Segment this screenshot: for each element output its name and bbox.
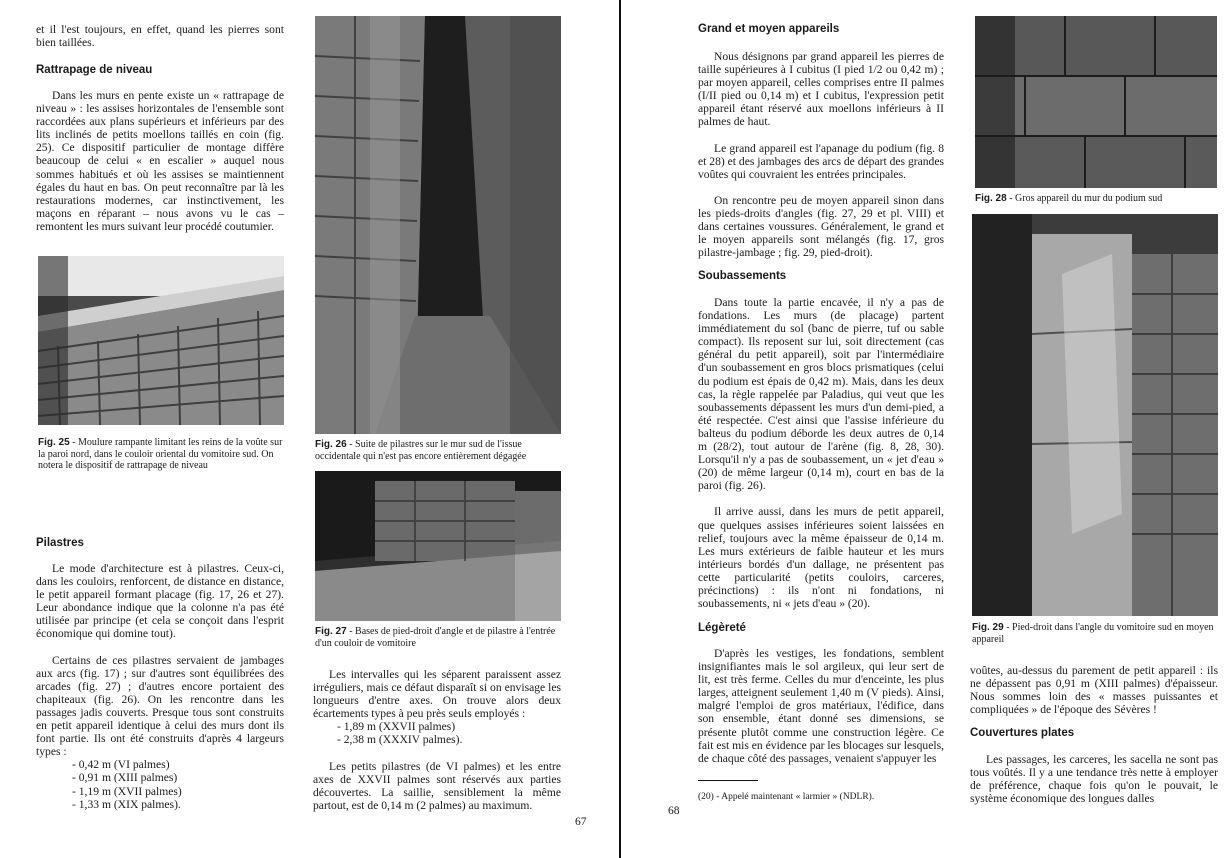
fig26-caption xyxy=(315,439,561,462)
rattrapage-heading: Rattrapage de niveau xyxy=(36,64,153,76)
couvertures-body xyxy=(970,753,1218,818)
couvertures-heading: Couvertures plates xyxy=(970,727,1075,739)
couvertures-paragraph: Les passages, les carceres, les sacella ne sont pas tous voûtés. Il y a une tendance très nette à employer de préférence, chaque fois qu'on le pouvait, le système économique des longues dalles xyxy=(970,753,1218,806)
footnote: (20) - Appelé maintenant « larmier » (NDLR). xyxy=(698,792,875,802)
legerete-paragraph: D'après les vestiges, les fondations, semblent insignifiantes mais le sol argileux, qui leur sert de lit, est très ferme. Celles du mur d'enceinte, les plus larges, atteignent seulement 1,40 m (V pieds). Ainsi, malgré l'emploi de gros matériaux, l'édifice, dans son ensemble, étant donné ses dimensions, se présente plutôt comme une construction légère. Ce fait est mis en évidence par les blocages sur lesquels, de chaque côté des passages, venaient s'appuyer les xyxy=(698,647,944,765)
spacings-item: - 2,38 m (XXXIV palmes). xyxy=(337,733,463,747)
widths-item: - 0,91 m (XIII palmes) xyxy=(72,771,178,785)
widths-list xyxy=(36,758,284,810)
voutes-body xyxy=(970,664,1218,729)
soubassements-paragraph-2: Il arrive aussi, dans les murs de petit appareil, que quelques assises inférieures soient laissées en relief, toujours avec la même épaisseur de 0,14 m. Les murs extérieurs de faible hauteur et les murs intérieurs bordés d'un dallage, ne présentent pas cette particularité (petits couloirs, carceres, précinctions) : ils n'ont ni fondations, ni soubassements, ni « jets d'eau » (20). xyxy=(698,505,944,611)
petits-pilastres-paragraph: Les petits pilastres (de VI palmes) et les entre axes de XXVII palmes sont réservés aux parties découvertes. La saillie, sensiblement la même partout, est de 0,14 m (2 palmes) au maximum. xyxy=(313,759,561,812)
voutes-paragraph: voûtes, au-dessus du parement de petit appareil : ils ne dépassent pas 0,91 m (XIII palmes) d'épaisseur. Nous sommes loin des « masses puissantes et compliquées » de l'époque des Sévères ! xyxy=(970,664,1218,717)
soubassements-body xyxy=(698,296,944,623)
fig28-photo xyxy=(975,16,1217,188)
gutter-divider xyxy=(619,0,621,858)
pilastres-paragraph-1: Le mode d'architecture est à pilastres. Ceux-ci, dans les couloirs, renforcent, de distance en distance, le petit appareil formant placage (fig. 17, 26 et 27). Leur abondance indique que la colonne n'a pas été utilisée par principe (et cela se conçoit dans l'esprit économique qui domine tout). xyxy=(36,562,284,641)
fig28-caption xyxy=(975,193,1219,205)
widths-item: - 0,42 m (VI palmes) xyxy=(72,758,170,772)
page-number-left: 67 xyxy=(575,816,587,828)
fig26-label: Fig. 26 xyxy=(315,439,347,450)
soubassements-paragraph-1: Dans toute la partie encavée, il n'y a pas de fondations. Les murs (de placage) partent immédiatement du sol (banc de pierre, tuf ou sable compact). Ils reposent sur lui, soit directement (cas général du petit appareil), soit par l'intermédiaire d'un soubassement en gros blocs prismatiques (celui du podium est épais de 0,42 m). Mais, dans les deux cas, la règle rappelée par Paladius, qui veut que les soubassements dépassent les murs d'un demi-pied, a été respectée. C'est ainsi que l'assise inférieure du balteus du podium déborde les deux autres de 0,14 m (28/2), tout autour de l'arène (fig. 8, 28, 30). Lorsqu'il n'y a pas de soubassement, un « jet d'eau » (20) de même largeur (0,14 m), court en bas de la paroi (fig. 26). xyxy=(698,296,944,493)
fig29-photo xyxy=(972,214,1218,616)
fig28-text: - Gros appareil du mur du podium sud xyxy=(1006,193,1163,204)
intervalles-body xyxy=(313,668,561,825)
grand-paragraph-2: Le grand appareil est l'apanage du podium (fig. 8 et 28) et des jambages des arcs de départ des grandes voûtes qui couvraient les entrées principales. xyxy=(698,141,944,181)
fig27-caption xyxy=(315,626,561,649)
spacings-list xyxy=(313,720,561,746)
fig29-label: Fig. 29 xyxy=(972,622,1004,633)
fig26-photo xyxy=(315,16,561,434)
soubassements-heading: Soubassements xyxy=(698,270,787,282)
legerete-heading: Légèreté xyxy=(698,622,746,634)
fig27-label: Fig. 27 xyxy=(315,626,347,637)
left-intro xyxy=(36,23,284,62)
page-number-right: 68 xyxy=(668,805,680,817)
pilastres-paragraph-2: Certains de ces pilastres servaient de jambages aux arcs (fig. 17) ; sur d'autres sont équilibrées des arcades (fig. 27) ; d'autres encore portaient des chapiteaux (fig. 26). On les rencontre dans les passages jadis couverts. Presque tous sont construits en petit appareil identique à celui des murs dont ils font partie. Ils ont été construits d'après 4 largeurs types : xyxy=(36,653,284,759)
spacings-item: - 1,89 m (XXVII palmes) xyxy=(337,720,456,734)
fig29-caption xyxy=(972,622,1218,645)
legerete-body xyxy=(698,647,944,778)
rattrapage-body xyxy=(36,89,284,246)
fig25-caption xyxy=(38,437,286,472)
grand-appareils-body xyxy=(698,50,944,272)
footnote-rule xyxy=(698,780,758,781)
fig29-text: - Pied-droit dans l'angle du vomitoire sud en moyen appareil xyxy=(972,622,1214,645)
grand-paragraph-3: On rencontre peu de moyen appareil sinon dans les pieds-droits d'angles (fig. 27, 29 et pl. VIII) et dans certaines voussures. Généralement, le grand et le moyen appareils sont mélangés (fig. 17, gros pilastre-jambage ; fig. 29, pied-droit). xyxy=(698,193,944,260)
pilastres-body xyxy=(36,562,284,811)
widths-item: - 1,19 m (XVII palmes) xyxy=(72,784,182,798)
fig25-label: Fig. 25 xyxy=(38,437,70,448)
intro-paragraph: et il l'est toujours, en effet, quand les pierres sont bien taillées. xyxy=(36,23,284,50)
fig25-text: - Moulure rampante limitant les reins de la voûte sur la paroi nord, dans le couloir oriental du vomitoire sud. On notera le dispositif de rattrapage de niveau xyxy=(38,437,283,472)
grand-appareils-heading: Grand et moyen appareils xyxy=(698,23,840,35)
grand-paragraph-1: Nous désignons par grand appareil les pierres de taille supérieures à I cubitus (I pied 1/2 ou 0,42 m) ; par moyen appareil, celles comprises entre II palmes (I/II pied ou 0,14 m) et I cubitus, l'expression petit appareil étant réservé aux moellons inférieurs à II palmes de haut. xyxy=(698,50,944,129)
fig27-text: - Bases de pied-droit d'angle et de pilastre à l'entrée d'un couloir de vomitoire xyxy=(315,626,556,649)
fig26-text: - Suite de pilastres sur le mur sud de l'issue occidentale qui n'est pas encore entièrement dégagée xyxy=(315,439,527,462)
intervalles-paragraph: Les intervalles qui les séparent paraissent assez irréguliers, mais ce défaut disparaît si on envisage les longueurs d'entre axes. On trouve alors deux écartements types à peu près seuls employés : xyxy=(313,668,561,721)
fig25-photo xyxy=(38,256,284,425)
rattrapage-paragraph: Dans les murs en pente existe un « rattrapage de niveau » : les assises horizontales de l'ensemble sont raccordées aux plans supérieurs et inférieurs par des lits inclinés de petits moellons taillés en coin (fig. 25). Ce dispositif particulier de montage diffère beaucoup de celui « en escalier » auquel nous sommes habitués et où les assises se maintiennent égales du haut en bas. On peut reconnaître par là les restaurations modernes, car instinctivement, les maçons en réparant – nous avons vu le cas – remontent les murs suivant leur procédé coutumier. xyxy=(36,89,284,233)
fig27-photo xyxy=(315,471,561,621)
widths-item: - 1,33 m (XIX palmes). xyxy=(72,797,181,811)
pilastres-heading: Pilastres xyxy=(36,537,84,549)
fig28-label: Fig. 28 xyxy=(975,193,1007,204)
